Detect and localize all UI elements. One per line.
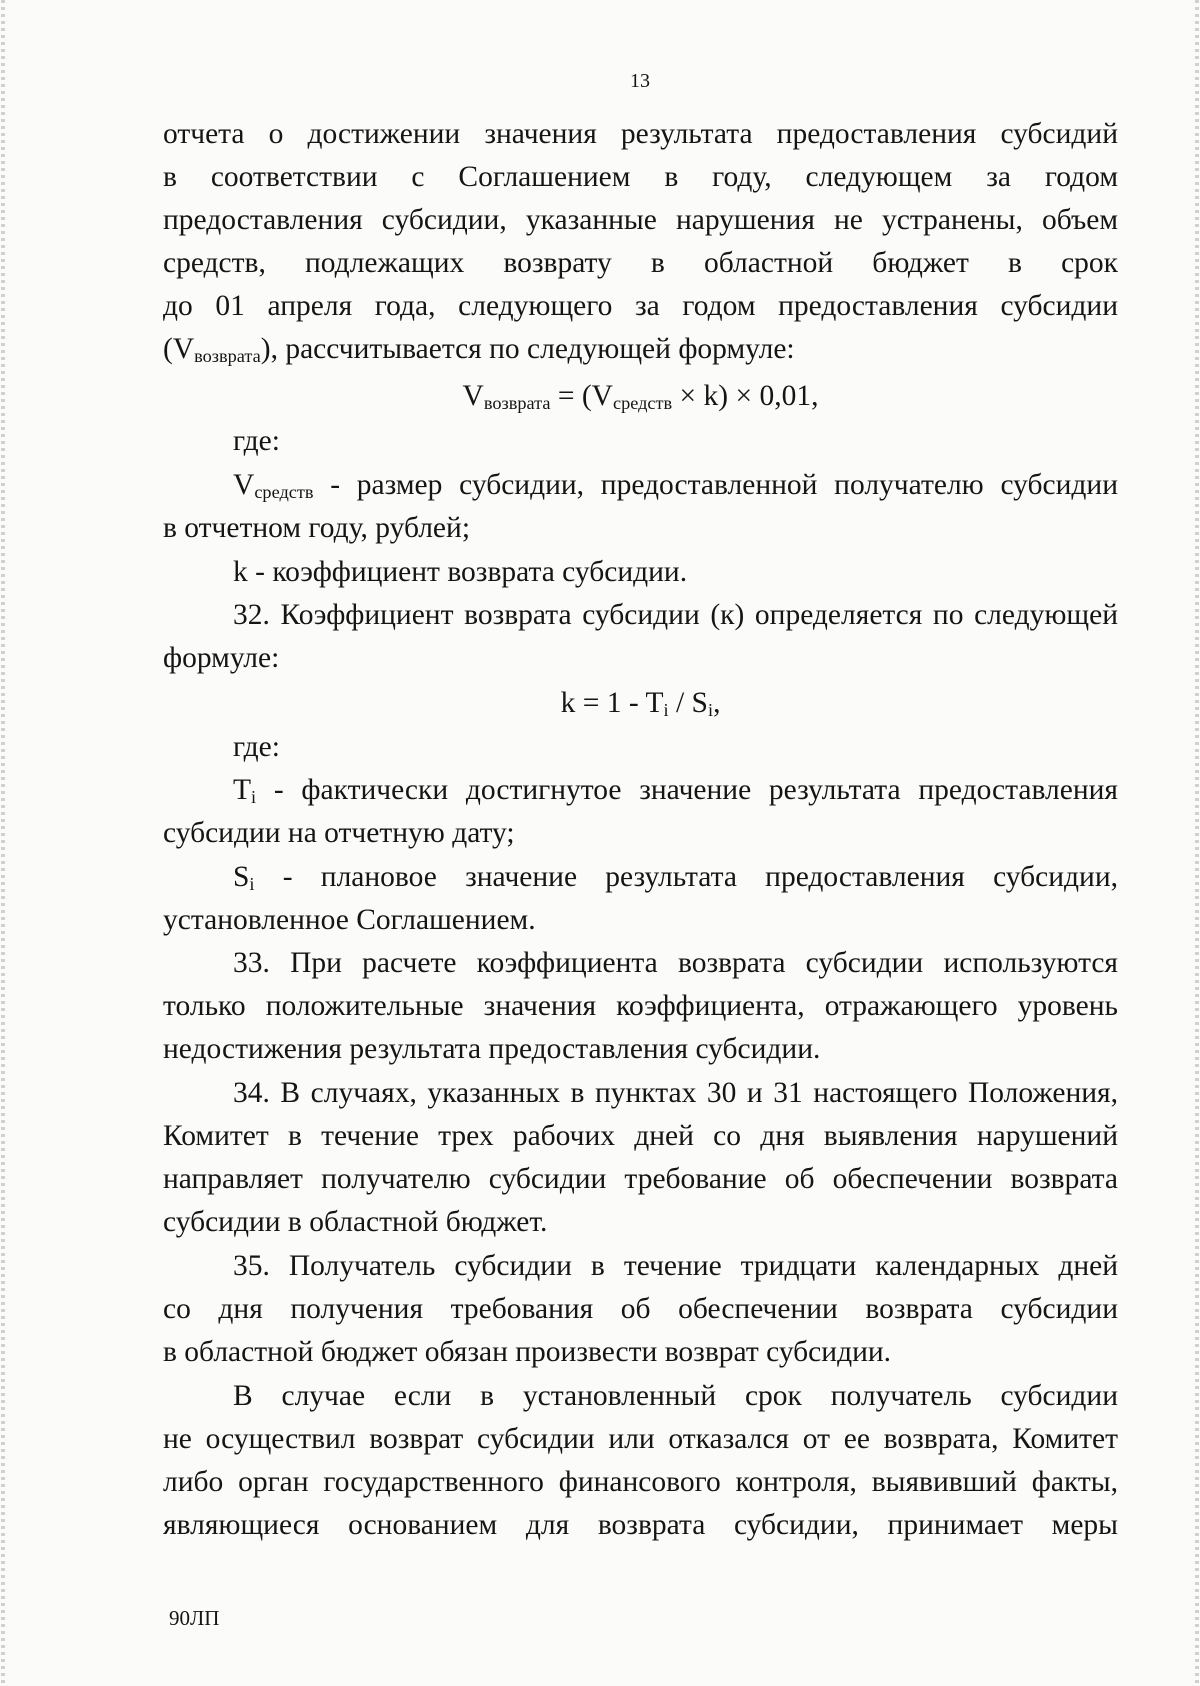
scan-edge-right — [1195, 0, 1199, 1686]
page-number: 13 — [630, 70, 650, 92]
text-line-18: $S_i$ - плановое значение результата предоставления субсидии, — [233, 861, 1118, 895]
text-line-4: средств, подлежащих возврату в областной бюджет в срок — [163, 247, 1118, 279]
formula-coefficient: $k = 1 - T_i / S_i$, — [560, 687, 721, 721]
text-line-5: до 01 апреля года, следующего за годом предоставления субсидии — [163, 290, 1118, 322]
text-line-9: $V_{средств}$ - размер субсидии, предоставленной получателю субсидии — [233, 469, 1118, 503]
text-line-10: в отчетном году, рублей; — [163, 512, 471, 544]
paragraph-35-line-2: со дня получения требования об обеспечении возврата субсидии — [163, 1293, 1118, 1325]
paragraph-36-line-3: либо орган государственного финансового контроля, выявивший факты, — [163, 1466, 1118, 1498]
text-line-16: $T_i$ - фактически достигнутое значение результата предоставления — [233, 774, 1118, 808]
paragraph-33-line-3: недостижения результата предоставления субсидии. — [163, 1033, 821, 1065]
paragraph-35-line-3: в областной бюджет обязан произвести возврат субсидии. — [163, 1336, 892, 1368]
paragraph-36-line-4: являющиеся основанием для возврата субсидии, принимает меры — [163, 1509, 1118, 1541]
text-line-11: k - коэффициент возврата субсидии. — [233, 556, 688, 588]
paragraph-33-line-2: только положительные значения коэффициента, отражающего уровень — [163, 990, 1118, 1022]
text-line-2: в соответствии с Соглашением в году, следующем за годом — [163, 161, 1118, 193]
where-label-1: где: — [233, 425, 280, 457]
footer-document-code: 90ЛП — [169, 1606, 220, 1630]
scan-edge-left — [1, 0, 5, 1686]
paragraph-35-line-1: 35. Получатель субсидии в течение тридцати календарных дней — [233, 1250, 1118, 1282]
paragraph-36-line-1: В случае если в установленный срок получатель субсидии — [233, 1380, 1118, 1412]
paragraph-34-line-3: направляет получателю субсидии требование об обеспечении возврата — [163, 1163, 1118, 1195]
formula-return-volume: $V_{возврата} = (V_{средств} \times k) \times 0,01$, — [462, 380, 819, 414]
paragraph-32-line-2: формуле: — [163, 642, 280, 674]
paragraph-36-line-2: не осуществил возврат субсидии или отказался от ее возврата, Комитет — [163, 1423, 1118, 1455]
paragraph-33-line-1: 33. При расчете коэффициента возврата субсидии используются — [233, 947, 1118, 979]
where-label-2: где: — [233, 731, 280, 763]
text-line-1: отчета о достижении значения результата предоставления субсидий — [163, 118, 1118, 150]
text-line-3: предоставления субсидии, указанные нарушения не устранены, объем — [163, 204, 1118, 236]
paragraph-34-line-4: субсидии в областной бюджет. — [163, 1206, 548, 1238]
paragraph-34-line-1: 34. В случаях, указанных в пунктах 30 и 31 настоящего Положения, — [233, 1077, 1118, 1109]
text-line-19: установленное Соглашением. — [163, 904, 536, 936]
paragraph-34-line-2: Комитет в течение трех рабочих дней со дня выявления нарушений — [163, 1120, 1118, 1152]
paragraph-32-line-1: 32. Коэффициент возврата субсидии (к) определяется по следующей — [233, 599, 1118, 631]
text-line-17: субсидии на отчетную дату; — [163, 817, 515, 849]
text-line-6: $(V_{возврата})$, рассчитывается по следующей формуле: — [163, 333, 795, 367]
